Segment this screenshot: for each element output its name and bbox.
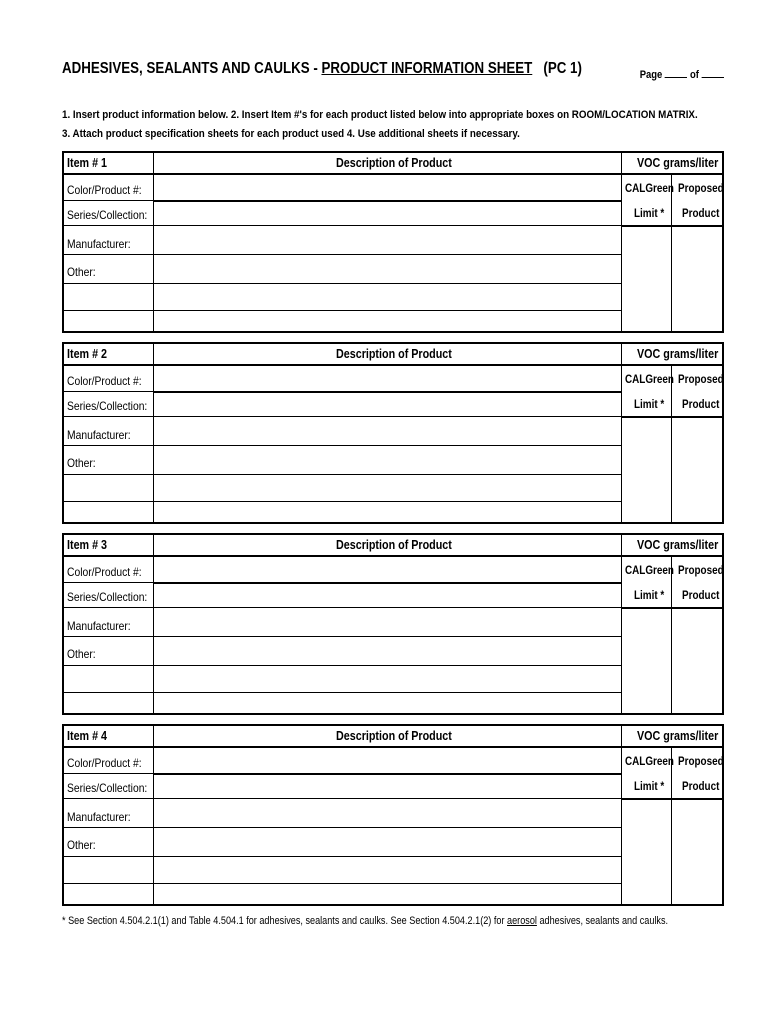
title-underlined: PRODUCT INFORMATION SHEET (321, 60, 533, 77)
other-label: Other: (67, 265, 96, 279)
limit-label: Limit * (634, 590, 665, 602)
color-product-input[interactable] (154, 175, 621, 200)
page-title (62, 60, 582, 78)
manufacturer-label: Manufacturer: (67, 237, 131, 251)
manufacturer-input[interactable] (154, 608, 621, 636)
calgreen-limit-input[interactable] (622, 227, 671, 333)
item-block-3 (62, 533, 724, 715)
other-label: Other: (67, 456, 96, 470)
item-label: Item # 1 (67, 156, 108, 170)
voc-header: VOC grams/liter (637, 729, 719, 743)
manufacturer-input[interactable] (154, 799, 621, 827)
footnote-part1: * See Section 4.504.2.1(1) and Table 4.504.1 for adhesives, sealants and caulks. See Section 4.504.2.1(2) for (62, 915, 508, 927)
page-number-blank[interactable] (665, 68, 687, 78)
description-header: Description of Product (336, 538, 452, 552)
limit-label: Limit * (634, 208, 665, 220)
limit-label: Limit * (634, 399, 665, 411)
voc-header: VOC grams/liter (637, 538, 719, 552)
title-suffix: (PC 1) (543, 60, 582, 77)
series-collection-input[interactable] (154, 775, 621, 798)
extra-row-input[interactable] (64, 284, 621, 310)
item-block-4 (62, 724, 724, 906)
voc-header: VOC grams/liter (637, 347, 719, 361)
instructions-line-1: 1. Insert product information below. 2. Insert Item #'s for each product listed below into appropriate boxes on ROOM/LOCATION MATRIX. (62, 109, 698, 121)
manufacturer-label: Manufacturer: (67, 428, 131, 442)
proposed-label: Proposed (678, 756, 724, 768)
extra-row-input[interactable] (64, 502, 621, 524)
of-label: of (690, 69, 700, 81)
other-input[interactable] (154, 255, 621, 283)
footnote-underlined: aerosol (507, 915, 537, 927)
manufacturer-input[interactable] (154, 226, 621, 254)
footnote-part2: adhesives, sealants and caulks. (536, 915, 669, 927)
other-input[interactable] (154, 637, 621, 665)
product-label: Product (682, 399, 720, 411)
series-collection-label: Series/Collection: (67, 781, 148, 795)
footnote (62, 915, 668, 927)
series-collection-input[interactable] (154, 202, 621, 225)
manufacturer-label: Manufacturer: (67, 810, 131, 824)
color-product-input[interactable] (154, 557, 621, 582)
color-product-input[interactable] (154, 366, 621, 391)
extra-row-input[interactable] (64, 884, 621, 906)
extra-row-input[interactable] (64, 475, 621, 501)
other-input[interactable] (154, 446, 621, 474)
calgreen-limit-input[interactable] (622, 418, 671, 524)
item-label: Item # 4 (67, 729, 108, 743)
extra-row-input[interactable] (64, 857, 621, 883)
other-label: Other: (67, 838, 96, 852)
proposed-label: Proposed (678, 183, 724, 195)
color-product-label: Color/Product #: (67, 565, 142, 579)
calgreen-label: CALGreen (625, 183, 674, 195)
proposed-product-input[interactable] (672, 227, 724, 333)
other-input[interactable] (154, 828, 621, 856)
title-row (62, 60, 724, 90)
proposed-product-input[interactable] (672, 418, 724, 524)
manufacturer-input[interactable] (154, 417, 621, 445)
manufacturer-label: Manufacturer: (67, 619, 131, 633)
proposed-product-input[interactable] (672, 609, 724, 715)
page-total-blank[interactable] (702, 68, 724, 78)
item-label: Item # 3 (67, 538, 108, 552)
series-collection-label: Series/Collection: (67, 399, 148, 413)
series-collection-label: Series/Collection: (67, 208, 148, 222)
color-product-label: Color/Product #: (67, 756, 142, 770)
color-product-label: Color/Product #: (67, 183, 142, 197)
item-block-1 (62, 151, 724, 333)
voc-header: VOC grams/liter (637, 156, 719, 170)
series-collection-input[interactable] (154, 584, 621, 607)
extra-row-input[interactable] (64, 666, 621, 692)
item-label: Item # 2 (67, 347, 108, 361)
series-collection-input[interactable] (154, 393, 621, 416)
proposed-label: Proposed (678, 374, 724, 386)
calgreen-limit-input[interactable] (622, 800, 671, 906)
product-label: Product (682, 781, 720, 793)
product-label: Product (682, 208, 720, 220)
calgreen-label: CALGreen (625, 374, 674, 386)
proposed-product-input[interactable] (672, 800, 724, 906)
color-product-label: Color/Product #: (67, 374, 142, 388)
calgreen-limit-input[interactable] (622, 609, 671, 715)
series-collection-label: Series/Collection: (67, 590, 148, 604)
description-header: Description of Product (336, 156, 452, 170)
title-prefix: ADHESIVES, SEALANTS AND CAULKS - (62, 60, 322, 77)
extra-row-input[interactable] (64, 693, 621, 715)
calgreen-label: CALGreen (625, 756, 674, 768)
limit-label: Limit * (634, 781, 665, 793)
item-block-2 (62, 342, 724, 524)
calgreen-label: CALGreen (625, 565, 674, 577)
page-label: Page (639, 69, 663, 81)
page-number-field (640, 68, 724, 81)
proposed-label: Proposed (678, 565, 724, 577)
description-header: Description of Product (336, 347, 452, 361)
other-label: Other: (67, 647, 96, 661)
extra-row-input[interactable] (64, 311, 621, 333)
color-product-input[interactable] (154, 748, 621, 773)
product-label: Product (682, 590, 720, 602)
instructions-line-2: 3. Attach product specification sheets for each product used 4. Use additional sheets if necessary. (62, 128, 520, 140)
description-header: Description of Product (336, 729, 452, 743)
